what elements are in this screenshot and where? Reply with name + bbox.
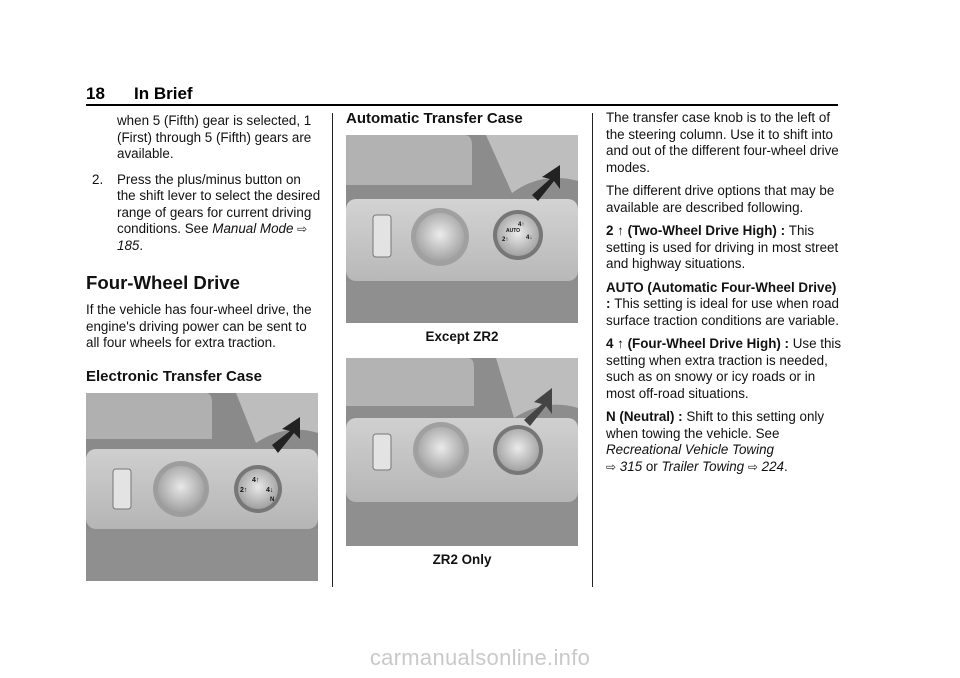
page-number: 18: [86, 84, 105, 103]
dashboard-illustration: [346, 135, 578, 323]
page-ref-arrow-icon: ⇨: [606, 459, 617, 474]
four-wheel-drive-paragraph: If the vehicle has four-wheel drive, the engine's driving power can be sent to all four wheels for extra traction.: [86, 302, 312, 350]
header-rule: [86, 104, 838, 106]
knob-label-4-low: 4↓: [526, 235, 533, 241]
link-page: 185: [117, 237, 140, 253]
caption-except-zr2: Except ZR2: [425, 329, 499, 344]
knob-label-neutral: N: [270, 497, 275, 503]
link-text: Recreational Vehicle Towing: [606, 442, 774, 457]
page-header: [86, 84, 838, 104]
trailer-towing-link[interactable]: [662, 459, 784, 474]
option-text: This setting is ideal for use when road surface traction conditions are variable.: [606, 296, 839, 328]
link-page: 315: [619, 458, 643, 474]
caption-zr2-only: ZR2 Only: [432, 551, 492, 567]
knob-label-auto: AUTO: [506, 228, 521, 234]
watermark: carmanualsonline.info: [369, 645, 591, 670]
page-ref-arrow-icon: ⇨: [297, 222, 308, 236]
section-title: In Brief: [134, 84, 193, 103]
four-wheel-drive-heading: Four-Wheel Drive: [86, 272, 240, 293]
option-label: 2 ↑ (Two-Wheel Drive High) :: [606, 223, 789, 238]
option-end: .: [783, 458, 788, 474]
step-end: .: [139, 237, 144, 253]
step-text: Press the plus/minus button on the shift lever to select the desired range of gears for current driving conditions. See: [117, 171, 321, 236]
option-text: Use this setting when extra traction is needed, such as on snowy or icy roads or in most off-road situations.: [606, 336, 842, 401]
option-text: Shift to this setting only when towing the vehicle. See: [606, 409, 825, 441]
intro-paragraph-1: The transfer case knob is to the left of the steering column. Use it to shift into and out of the different four-wheel drive modes.: [606, 110, 839, 175]
option-two-wheel-drive-high: [606, 223, 842, 273]
column-middle: [346, 110, 578, 568]
continuation-text: when 5 (Fifth) gear is selected, 1 (First) through 5 (Fifth) gears are available.: [117, 113, 312, 161]
option-four-wheel-drive-high: [606, 336, 842, 402]
step-2: [86, 172, 322, 255]
column-divider-2: [592, 113, 593, 587]
intro-paragraph-2: The different drive options that may be available are described following.: [606, 183, 835, 215]
option-label: 4 ↑ (Four-Wheel Drive High) :: [606, 336, 793, 351]
link-page: 224: [761, 458, 784, 474]
option-auto: [606, 280, 842, 330]
knob-label-2-high: 2↑: [240, 487, 248, 494]
link-text: Trailer Towing: [661, 458, 745, 474]
electronic-transfer-case-heading: Electronic Transfer Case: [86, 367, 262, 385]
page-ref-arrow-icon: ⇨: [747, 459, 758, 474]
dashboard-illustration: [346, 358, 578, 546]
column-right: [606, 110, 842, 482]
knob-label-2-high: 2↑: [502, 237, 509, 243]
automatic-transfer-case-photo-except-zr2: [346, 135, 578, 323]
step-number: 2.: [92, 171, 104, 187]
option-label: AUTO (Automatic Four-Wheel Drive) :: [606, 279, 837, 311]
link-text: Manual Mode: [212, 221, 294, 236]
automatic-transfer-case-photo-zr2: [346, 358, 578, 546]
or-text: or: [642, 458, 662, 474]
option-text: This setting is used for driving in most street and highway situations.: [606, 223, 839, 271]
dashboard-illustration: [86, 393, 318, 581]
option-label: N (Neutral) :: [606, 409, 687, 424]
knob-label-4-low: 4↓: [266, 487, 274, 494]
automatic-transfer-case-heading: Automatic Transfer Case: [346, 110, 523, 127]
knob-label-4-high: 4↑: [518, 222, 525, 228]
knob-label-4-high: 4↑: [252, 477, 260, 484]
column-divider-1: [332, 113, 333, 587]
electronic-transfer-case-photo: [86, 393, 318, 581]
option-neutral: [606, 409, 842, 475]
column-left: [86, 113, 322, 503]
